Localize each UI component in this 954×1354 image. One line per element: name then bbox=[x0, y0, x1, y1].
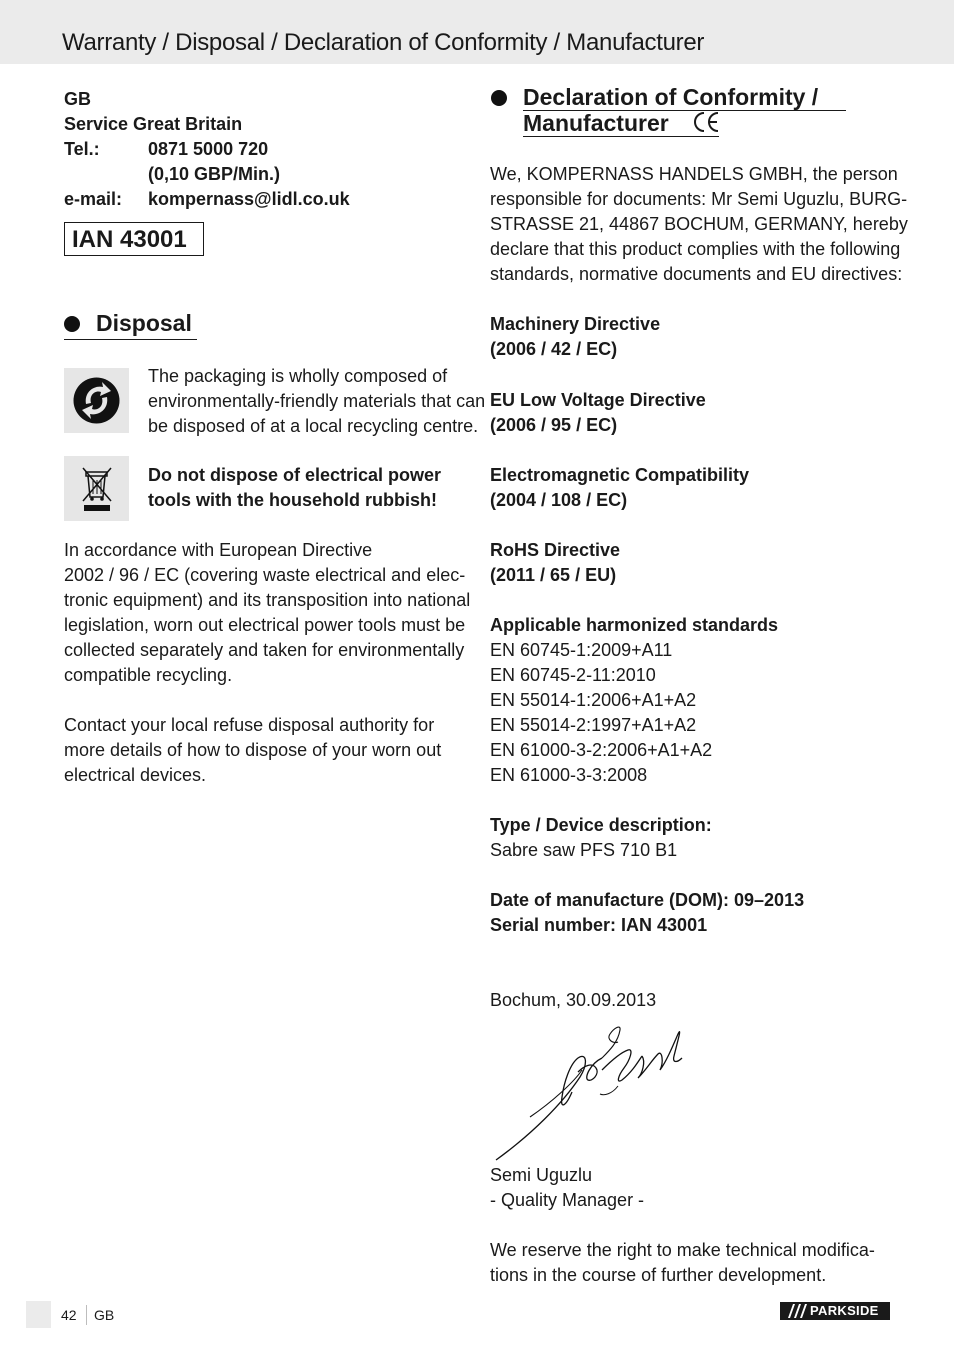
standards-title: Applicable harmonized standards bbox=[490, 615, 779, 635]
page-number: 42 bbox=[61, 1307, 77, 1323]
tel-value: 0871 5000 720 bbox=[148, 139, 269, 159]
directive-line-5: collected separately and taken for environmentally bbox=[64, 640, 465, 660]
declaration-bullet bbox=[491, 90, 507, 106]
ian-box bbox=[64, 222, 204, 256]
disposal-title: Disposal bbox=[96, 310, 192, 336]
footer-marker bbox=[26, 1301, 51, 1328]
contact-line-2: more details of how to dispose of your worn out bbox=[64, 740, 442, 760]
standard-item: EN 61000-3-2:2006+A1+A2 bbox=[490, 740, 713, 760]
standard-item: EN 61000-3-3:2008 bbox=[490, 765, 648, 785]
intro-line-3: STRASSE 21, 44867 BOCHUM, GERMANY, hereby bbox=[490, 214, 908, 234]
signature bbox=[492, 1022, 692, 1164]
crossed-bin-icon bbox=[64, 456, 129, 521]
intro-line-1: We, KOMPERNASS HANDELS GMBH, the person bbox=[490, 164, 898, 184]
disposal-bullet bbox=[64, 316, 80, 332]
parkside-logo bbox=[780, 1302, 890, 1320]
disposal-underline bbox=[64, 339, 197, 340]
signer-role: - Quality Manager - bbox=[490, 1190, 645, 1210]
intro-line-5: standards, normative documents and EU directives: bbox=[490, 264, 903, 284]
standard-item: EN 55014-1:2006+A1+A2 bbox=[490, 690, 697, 710]
reserve-line-1: We reserve the right to make technical modifica- bbox=[490, 1240, 875, 1260]
tel-label: Tel.: bbox=[64, 139, 100, 159]
email-value: kompernass@lidl.co.uk bbox=[148, 189, 350, 209]
directive-line-1: In accordance with European Directive bbox=[64, 540, 373, 560]
declaration-underline-2 bbox=[523, 136, 719, 137]
page-title: Warranty / Disposal / Declaration of Conformity / Manufacturer bbox=[62, 29, 705, 56]
tel-rate: (0,10 GBP/Min.) bbox=[148, 164, 281, 184]
packaging-line-2: environmentally-friendly materials that can bbox=[148, 391, 486, 411]
directive-name-emc: Electromagnetic Compatibility bbox=[490, 465, 750, 485]
footer-divider bbox=[86, 1305, 87, 1325]
packaging-line-1: The packaging is wholly composed of bbox=[148, 366, 448, 386]
signer-name: Semi Uguzlu bbox=[490, 1165, 593, 1185]
directive-line-2: 2002 / 96 / EC (covering waste electrical and elec- bbox=[64, 565, 466, 585]
brand-name: PARKSIDE bbox=[810, 1303, 879, 1318]
warning-line-1: Do not dispose of electrical power bbox=[148, 465, 442, 485]
directive-code-rohs: (2011 / 65 / EU) bbox=[490, 565, 617, 585]
type-value: Sabre saw PFS 710 B1 bbox=[490, 840, 678, 860]
directive-name-low-voltage: EU Low Voltage Directive bbox=[490, 390, 706, 410]
place-date: Bochum, 30.09.2013 bbox=[490, 990, 657, 1010]
email-label: e-mail: bbox=[64, 189, 123, 209]
warning-line-2: tools with the household rubbish! bbox=[148, 490, 437, 510]
type-label: Type / Device description: bbox=[490, 815, 712, 835]
serial-number: Serial number: IAN 43001 bbox=[490, 915, 708, 935]
directive-line-6: compatible recycling. bbox=[64, 665, 233, 685]
service-country: GB bbox=[64, 89, 91, 109]
directive-code-emc: (2004 / 108 / EC) bbox=[490, 490, 628, 510]
directive-line-3: tronic equipment) and its transposition into national bbox=[64, 590, 471, 610]
date-of-manufacture: Date of manufacture (DOM): 09–2013 bbox=[490, 890, 805, 910]
directive-line-4: legislation, worn out electrical power tools must be bbox=[64, 615, 466, 635]
recycling-icon bbox=[64, 368, 129, 433]
standard-item: EN 60745-2-11:2010 bbox=[490, 665, 656, 685]
directive-name-machinery: Machinery Directive bbox=[490, 314, 661, 334]
reserve-line-2: tions in the course of further development. bbox=[490, 1265, 827, 1285]
declaration-title-line-2: Manufacturer bbox=[523, 110, 669, 136]
intro-line-2: responsible for documents: Mr Semi Uguzlu, BURG- bbox=[490, 189, 908, 209]
declaration-title-line-1: Declaration of Conformity / bbox=[523, 84, 819, 110]
packaging-line-3: be disposed of at a local recycling centre. bbox=[148, 416, 479, 436]
standard-item: EN 55014-2:1997+A1+A2 bbox=[490, 715, 697, 735]
logo-stripes-icon bbox=[784, 1302, 812, 1320]
ian-label: IAN 43001 bbox=[72, 226, 187, 253]
contact-line-1: Contact your local refuse disposal authority for bbox=[64, 715, 435, 735]
intro-line-4: declare that this product complies with the following bbox=[490, 239, 901, 259]
service-name: Service Great Britain bbox=[64, 114, 243, 134]
footer-language: GB bbox=[94, 1307, 115, 1323]
directive-code-machinery: (2006 / 42 / EC) bbox=[490, 339, 618, 359]
standard-item: EN 60745-1:2009+A11 bbox=[490, 640, 673, 660]
contact-line-3: electrical devices. bbox=[64, 765, 207, 785]
directive-name-rohs: RoHS Directive bbox=[490, 540, 621, 560]
directive-code-low-voltage: (2006 / 95 / EC) bbox=[490, 415, 618, 435]
